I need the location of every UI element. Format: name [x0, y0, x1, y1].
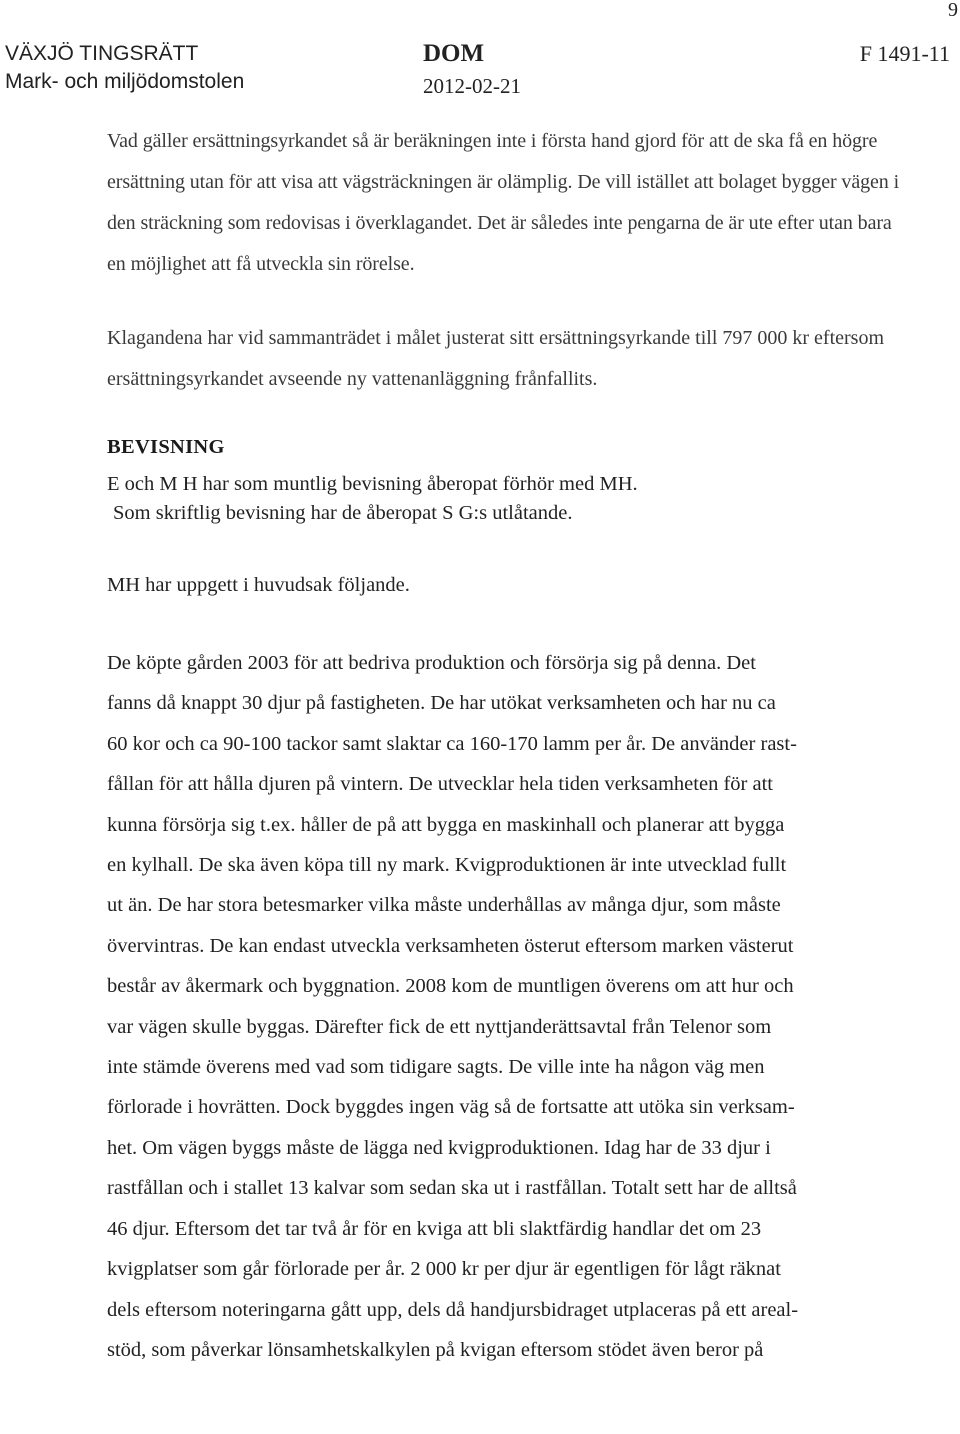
- evidence-written: Som skriftlig bevisning har de åberopat S G:s utlåtande.: [113, 502, 573, 524]
- court-name: VÄXJÖ TINGSRÄTT: [5, 42, 199, 65]
- testimony-line: fanns då knappt 30 djur på fastigheten. De har utökat verksamheten och har nu ca: [107, 692, 776, 715]
- testimony-line: består av åkermark och byggnation. 2008 kom de muntligen överens om att hur och: [107, 975, 794, 998]
- testimony-line: 46 djur. Eftersom det tar två år för en kviga att bli slaktfärdig handlar det om 23: [107, 1217, 762, 1240]
- court-division: Mark- och miljödomstolen: [5, 70, 245, 93]
- section-heading-bevisning: BEVISNING: [107, 436, 225, 458]
- testimony-line: fållan för att hålla djuren på vintern. De utvecklar hela tiden verksamheten för att: [107, 773, 773, 796]
- testimony-line: inte stämde överens med vad som tidigare sagts. De ville inte ha någon väg men: [107, 1056, 765, 1079]
- testimony-line: kvigplatser som går förlorade per år. 2 000 kr per djur är egentligen för lågt räknat: [107, 1258, 781, 1281]
- paragraph-compensation-claim: Vad gäller ersättningsyrkandet så är beräkningen inte i första hand gjord för att de ska få en högre ersättning utan för att visa att vägsträckningen är olämplig. De vill istället att bolaget bygger vägen i den sträckning som redovisas i överklagandet. Det är således inte pengarna de är ute efter utan bara en möjlighet att få utveckla sin rörelse.: [107, 130, 900, 275]
- testimony-line: 60 kor och ca 90-100 tackor samt slaktar ca 160-170 lamm per år. De använder rast-: [107, 732, 797, 755]
- testimony-line: ut än. De har stora betesmarker vilka måste underhållas av många djur, som måste: [107, 894, 781, 917]
- document-body: [107, 121, 907, 1370]
- testimony-line: övervintras. De kan endast utveckla verksamheten österut eftersom marken västerut: [107, 934, 794, 957]
- page-number: 9: [948, 0, 958, 21]
- testimony-line: var vägen skulle byggas. Därefter fick de ett nyttjanderättsavtal från Telenor som: [107, 1015, 772, 1038]
- document-header: [5, 40, 950, 100]
- paragraph-adjusted-claim: Klagandena har vid sammanträdet i målet justerat sitt ersättningsyrkande till 797 000 kr eftersom ersättningsyrkandet avseende ny vattenanläggning frånfallits.: [107, 327, 885, 390]
- testimony-line: het. Om vägen byggs måste de lägga ned kvigproduktionen. Idag har de 33 djur i: [107, 1136, 771, 1159]
- paragraph-testimony: [107, 643, 907, 1370]
- evidence-oral: E och M H har som muntlig bevisning åberopat förhör med MH.: [107, 473, 638, 495]
- testimony-line: De köpte gården 2003 för att bedriva produktion och försörja sig på denna. Det: [107, 652, 756, 674]
- case-number: F 1491-11: [859, 41, 950, 66]
- testimony-line: dels eftersom noteringarna gått upp, dels då handjursbidraget utplaceras på ett areal-: [107, 1298, 799, 1321]
- testimony-line: rastfållan och i stallet 13 kalvar som sedan ska ut i rastfållan. Totalt sett har de alltså: [107, 1177, 797, 1200]
- document-date: 2012-02-21: [423, 74, 521, 98]
- document-type: DOM: [423, 40, 485, 67]
- paragraph-testimony-intro: MH har uppgett i huvudsak följande.: [107, 574, 410, 596]
- testimony-line: förlorade i hovrätten. Dock byggdes ingen väg så de fortsatte att utöka sin verksam-: [107, 1096, 795, 1119]
- testimony-line: en kylhall. De ska även köpa till ny mark. Kvigproduktionen är inte utvecklad fullt: [107, 854, 787, 877]
- court-block: [5, 40, 244, 96]
- testimony-line: stöd, som påverkar lönsamhetskalkylen på kvigan eftersom stödet även beror på: [107, 1338, 764, 1361]
- testimony-line: kunna försörja sig t.ex. håller de på att bygga en maskinhall och planerar att bygga: [107, 813, 785, 836]
